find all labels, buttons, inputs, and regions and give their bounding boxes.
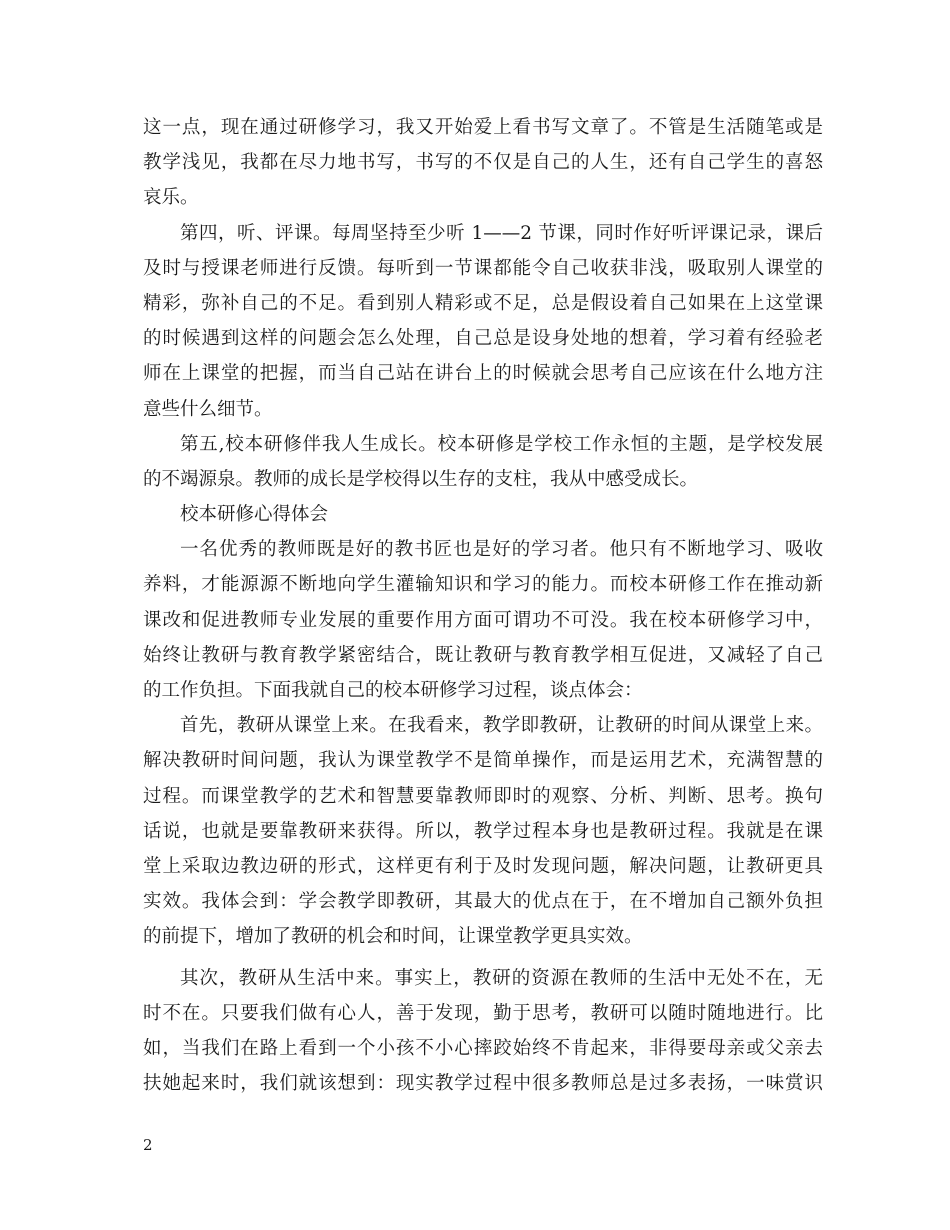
paragraph-intro (143, 532, 823, 708)
paragraph-life (143, 961, 823, 1102)
text-line: 实效。我体会到：学会教学即教研，其最大的优点在于，在不增加自己额外负担 (143, 891, 823, 913)
paragraph-classroom (143, 708, 823, 954)
text-line: 时不在。只要我们做有心人，善于发现，勤于思考，教研可以随时随地进行。比 (143, 1002, 823, 1024)
section-heading (143, 497, 823, 532)
text-line: 解决教研时间问题，我认为课堂教学不是简单操作，而是运用艺术，充满智慧的 (143, 750, 823, 772)
text-line: 首先，教研从课堂上来。在我看来，教学即教研，让教研的时间从课堂上来。 (180, 715, 823, 737)
text-line: 其次，教研从生活中来。事实上，教研的资源在教师的生活中无处不在，无 (180, 967, 823, 989)
text-line: 精彩，弥补自己的不足。看到别人精彩或不足，总是假设着自己如果在上这堂课 (143, 292, 823, 314)
text-line: 如，当我们在路上看到一个小孩不小心摔跤始终不肯起来，非得要母亲或父亲去 (143, 1037, 823, 1059)
text-line: 课改和促进教师专业发展的重要作用方面可谓功不可没。我在校本研修学习中， (143, 609, 823, 631)
text-line: 扶她起来时，我们就该想到：现实教学过程中很多教师总是过多表扬，一味赏识 (143, 1073, 823, 1095)
text-line: 话说，也就是要靠教研来获得。所以，教学过程本身也是教研过程。我就是在课 (143, 820, 823, 842)
text-line: 哀乐。 (143, 187, 199, 209)
paragraph-growth (143, 427, 823, 497)
page-number: 2 (143, 1136, 153, 1154)
text-line: 教学浅见，我都在尽力地书写，书写的不仅是自己的人生，还有自己学生的喜怒 (143, 152, 823, 174)
paragraph-listening-evaluation (143, 216, 823, 427)
text-line: 师在上课堂的把握，而当自己站在讲台上的时候就会思考自己应该在什么地方注 (143, 363, 823, 385)
text-line: 过程。而课堂教学的艺术和智慧要靠教师即时的观察、分析、判断、思考。换句 (143, 785, 823, 807)
text-line: 第五,校本研修伴我人生成长。校本研修是学校工作永恒的主题，是学校发展 (180, 433, 823, 455)
text-line: 养料，才能源源不断地向学生灌输知识和学习的能力。而校本研修工作在推动新 (143, 574, 823, 596)
text-line: 的时候遇到这样的问题会怎么处理，自己总是设身处地的想着，学习着有经验老 (143, 328, 823, 350)
text-line: 一名优秀的教师既是好的教书匠也是好的学习者。他只有不断地学习、吸收 (180, 539, 823, 561)
text-line: 的前提下，增加了教研的机会和时间，让课堂教学更具实效。 (143, 926, 643, 948)
text-line: 堂上采取边教边研的形式，这样更有利于及时发现问题，解决问题，让教研更具 (143, 855, 823, 877)
paragraph-continuation (143, 110, 823, 216)
text-line: 的不竭源泉。教师的成长是学校得以生存的支柱，我从中感受成长。 (143, 468, 699, 490)
text-line: 这一点，现在通过研修学习，我又开始爱上看书写文章了。不管是生活随笔或是 (143, 117, 823, 138)
text-line: 的工作负担。下面我就自己的校本研修学习过程，谈点体会： (143, 680, 643, 701)
text-line: 第四，听、评课。每周坚持至少听 1——2 节课，同时作好听评课记录，课后 (180, 222, 823, 244)
document-body (143, 110, 823, 1101)
heading-text: 校本研修心得体会 (180, 504, 329, 526)
text-line: 及时与授课老师进行反馈。每听到一节课都能令自己收获非浅，吸取别人课堂的 (143, 257, 823, 279)
text-line: 意些什么细节。 (143, 398, 273, 420)
text-line: 始终让教研与教育教学紧密结合，既让教研与教育教学相互促进，又减轻了自己 (143, 644, 823, 666)
